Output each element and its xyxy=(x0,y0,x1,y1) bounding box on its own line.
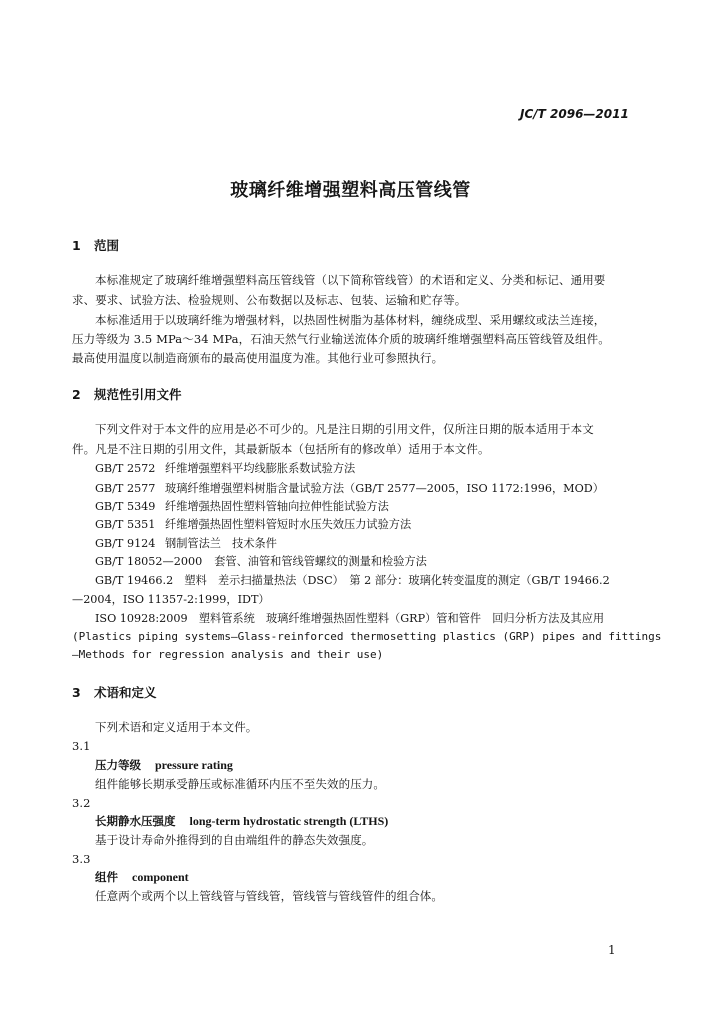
term-zh: 压力等级 xyxy=(95,758,141,772)
reference-title: 玻璃纤维增强塑料树脂含量试验方法（GB/T 2577—2005，ISO 1172:1996，MOD） xyxy=(165,482,604,495)
reference-item xyxy=(95,498,389,514)
reference-code: GB/T 2572 xyxy=(95,462,156,475)
section-2-intro-line: 下列文件对于本文件的应用是必不可少的。凡是注日期的引用文件，仅所注日期的版本适用于本文 xyxy=(95,422,594,436)
reference-item xyxy=(95,553,427,569)
reference-title: 钢制管法兰 技术条件 xyxy=(165,537,277,550)
section-1-heading xyxy=(72,236,119,254)
section-1-line: 本标准规定了玻璃纤维增强塑料高压管线管（以下简称管线管）的术语和定义、分类和标记、通用要 xyxy=(95,273,606,287)
reference-item-continued: —2004，ISO 11357-2:1999，IDT） xyxy=(72,593,270,606)
section-1-line: 求、要求、试验方法、检验规则、公布数据以及标志、包装、运输和贮存等。 xyxy=(72,293,467,307)
document-number: JC/T 2096—2011 xyxy=(520,107,629,121)
reference-item xyxy=(95,480,604,496)
section-1-line: 最高使用温度以制造商颁布的最高使用温度为准。其他行业可参照执行。 xyxy=(72,351,444,365)
section-3-heading xyxy=(72,683,157,701)
reference-item-continued: ISO 10928:2009 塑料管系统 玻璃纤维增强热固性塑料（GRP）管和管件 回归分析方法及其应用 xyxy=(95,612,605,625)
term-en: long-term hydrostatic strength (LTHS) xyxy=(189,814,389,828)
reference-code: GB/T 2577 xyxy=(95,482,156,495)
section-1-title: 范围 xyxy=(94,238,120,253)
reference-title: 纤维增强塑料平均线膨胀系数试验方法 xyxy=(165,462,356,475)
reference-item-continued: (Plastics piping systems—Glass-reinforced thermosetting plastics (GRP) pipes and fittings xyxy=(72,630,662,643)
term-definition: 基于设计寿命外推得到的自由端组件的静态失效强度。 xyxy=(95,833,374,847)
section-1-line: 本标准适用于以玻璃纤维为增强材料，以热固性树脂为基体材料，缠绕成型、采用螺纹或法兰连接， xyxy=(95,313,606,327)
term-heading xyxy=(95,869,189,885)
section-3-title: 术语和定义 xyxy=(94,685,157,700)
reference-item-continued: —Methods for regression analysis and their use) xyxy=(72,648,384,661)
section-2-heading xyxy=(72,385,182,403)
term-en: pressure rating xyxy=(155,758,233,772)
term-number: 3.1 xyxy=(72,739,91,753)
term-number: 3.3 xyxy=(72,852,91,866)
reference-code: GB/T 9124 xyxy=(95,537,156,550)
section-3-number: 3 xyxy=(72,685,81,700)
section-2-title: 规范性引用文件 xyxy=(94,387,182,402)
term-definition: 组件能够长期承受静压或标准循环内压不至失效的压力。 xyxy=(95,777,385,791)
reference-title: 套管、油管和管线管螺纹的测量和检验方法 xyxy=(214,555,427,568)
reference-item xyxy=(95,460,355,476)
reference-item xyxy=(95,535,277,551)
reference-code: GB/T 5351 xyxy=(95,518,156,531)
section-3-intro: 下列术语和定义适用于本文件。 xyxy=(95,720,258,734)
reference-item xyxy=(95,516,411,532)
term-number: 3.2 xyxy=(72,796,91,810)
page-title: 玻璃纤维增强塑料高压管线管 xyxy=(230,180,471,201)
term-zh: 组件 xyxy=(95,870,118,884)
term-heading xyxy=(95,813,388,829)
section-2-intro-line: 件。凡是不注日期的引用文件，其最新版本（包括所有的修改单）适用于本文件。 xyxy=(72,442,490,456)
term-definition: 任意两个或两个以上管线管与管线管，管线管与管线管件的组合体。 xyxy=(95,889,443,903)
term-heading xyxy=(95,757,233,773)
term-en: component xyxy=(132,870,189,884)
reference-item-continued: GB/T 19466.2 塑料 差示扫描量热法（DSC） 第 2 部分：玻璃化转变温度的测定（GB/T 19466.2 xyxy=(95,574,610,587)
section-2-number: 2 xyxy=(72,387,81,402)
reference-code: GB/T 5349 xyxy=(95,500,156,513)
page-number: 1 xyxy=(608,943,616,957)
section-1-line: 压力等级为 3.5 MPa～34 MPa，石油天然气行业输送流体介质的玻璃纤维增强塑料高压管线管及组件。 xyxy=(72,332,610,346)
term-zh: 长期静水压强度 xyxy=(95,814,176,828)
section-1-number: 1 xyxy=(72,238,81,253)
reference-title: 纤维增强热固性塑料管轴向拉伸性能试验方法 xyxy=(165,500,389,513)
reference-title: 纤维增强热固性塑料管短时水压失效压力试验方法 xyxy=(165,518,412,531)
reference-code: GB/T 18052—2000 xyxy=(95,555,203,568)
